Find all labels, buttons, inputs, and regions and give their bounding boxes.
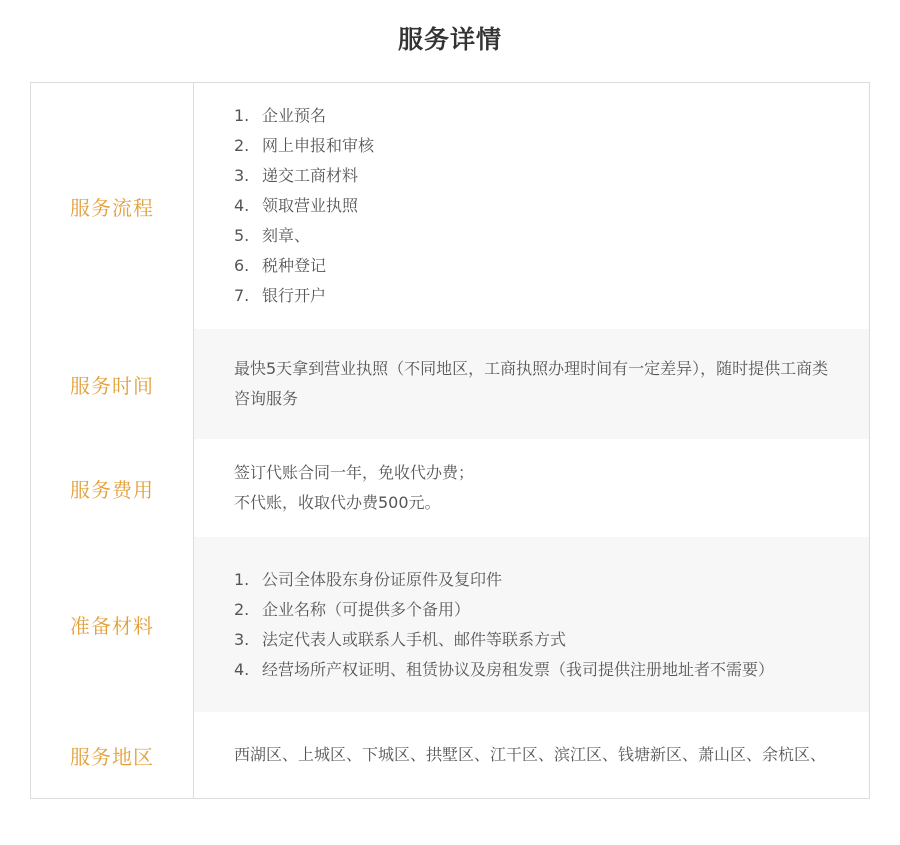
service-area-text: 西湖区、上城区、下城区、拱墅区、江干区、滨江区、钱塘新区、萧山区、余杭区、 [234,745,827,764]
row-service-time [31,329,869,439]
row-required-materials [31,537,869,712]
service-process-content [194,83,869,329]
row-service-fee [31,439,869,537]
row-service-area [31,712,869,798]
service-fee-content [194,439,869,537]
process-step: 1. 企业预名 [234,106,327,125]
process-step: 5. 刻章、 [234,226,311,245]
service-area-label: 服务地区 [31,712,194,798]
material-item: 2. 企业名称（可提供多个备用） [234,599,471,619]
service-fee-label: 服务费用 [31,439,194,537]
required-materials-label: 准备材料 [31,537,194,712]
material-item: 1. 公司全体股东身份证原件及复印件 [234,569,503,589]
required-materials-content [194,537,869,712]
process-step: 2. 网上申报和审核 [234,136,375,155]
service-time-label: 服务时间 [31,329,194,439]
process-step: 7. 银行开户 [234,286,327,305]
fee-line: 签订代账合同一年，免收代办费； [234,463,475,482]
process-step: 4. 领取营业执照 [234,196,359,215]
process-step: 6. 税种登记 [234,256,327,275]
material-item: 4. 经营场所产权证明、租赁协议及房租发票（我司提供注册地址者不需要） [234,659,775,679]
service-area-content [194,712,869,798]
material-item: 3. 法定代表人或联系人手机、邮件等联系方式 [234,629,567,649]
row-service-process [31,83,869,329]
service-time-content [194,329,869,439]
process-step: 3. 递交工商材料 [234,166,359,185]
page-title: 服务详情 [397,25,502,54]
service-detail-table [30,82,870,799]
service-time-text: 最快5天拿到营业执照（不同地区，工商执照办理时间有一定差异），随时提供工商类咨询服务 [234,359,829,408]
service-process-label: 服务流程 [31,83,194,329]
fee-line: 不代账，收取代办费500元。 [234,493,441,512]
